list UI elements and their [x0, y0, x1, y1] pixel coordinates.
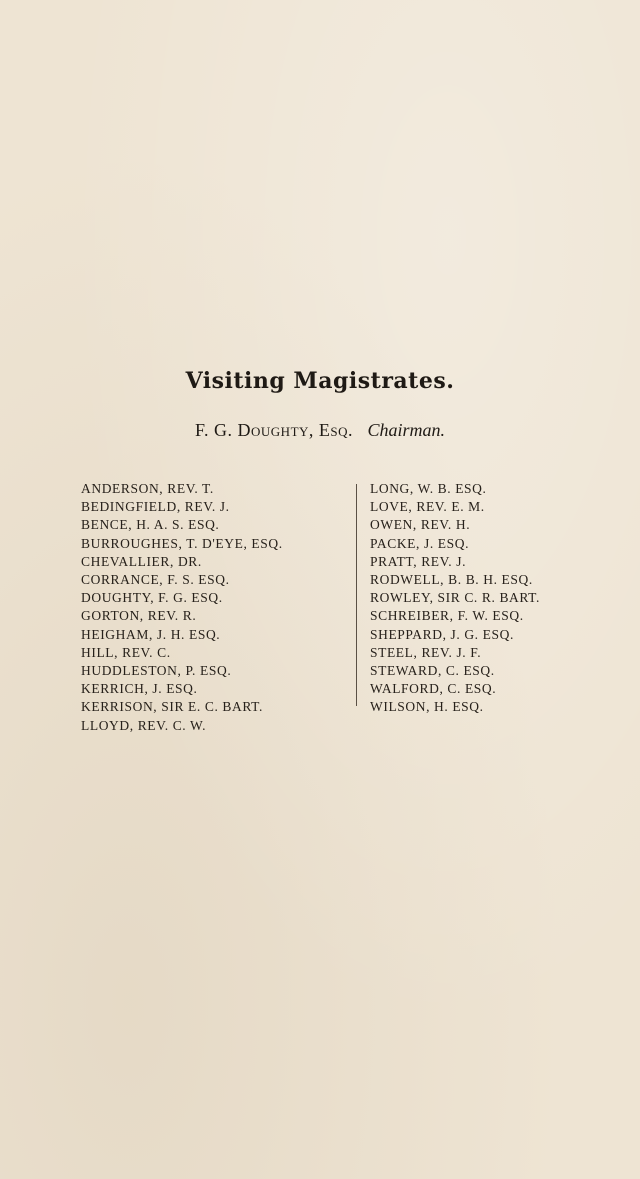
list-item: SHEPPARD, J. G. ESQ. [370, 626, 514, 642]
list-item: LONG, W. B. ESQ. [370, 481, 487, 496]
list-item: BENCE, H. A. S. ESQ. [81, 517, 220, 533]
list-item: OWEN, REV. H. [370, 517, 471, 533]
magistrates-right-column [370, 480, 630, 717]
list-item: STEEL, REV. J. F. [370, 644, 482, 660]
list-item: GORTON, REV. R. [81, 608, 197, 624]
list-item: KERRICH, J. ESQ. [81, 681, 198, 697]
list-item: SCHREIBER, F. W. ESQ. [370, 608, 524, 624]
column-divider [356, 484, 357, 706]
chairman-line [0, 420, 640, 441]
chairman-role: Chairman. [367, 420, 446, 440]
list-item: WILSON, H. ESQ. [370, 699, 484, 715]
list-item: PACKE, J. ESQ. [370, 535, 470, 551]
list-item: HILL, REV. C. [81, 644, 171, 660]
list-item: WALFORD, C. ESQ. [370, 681, 497, 697]
list-item: KERRISON, SIR E. C. BART. [81, 699, 263, 715]
magistrates-left-column [81, 480, 351, 735]
list-item: BURROUGHES, T. D'EYE, ESQ. [81, 535, 283, 551]
list-item: CHEVALLIER, DR. [81, 553, 202, 569]
chairman-name: F. G. Doughty, Esq. [194, 420, 354, 440]
list-item: LOVE, REV. E. M. [370, 499, 485, 515]
list-item: STEWARD, C. ESQ. [370, 663, 495, 679]
list-item: CORRANCE, F. S. ESQ. [81, 572, 230, 588]
list-item: HUDDLESTON, P. ESQ. [81, 663, 232, 679]
list-item: BEDINGFIELD, REV. J. [81, 499, 230, 515]
list-item: HEIGHAM, J. H. ESQ. [81, 626, 221, 642]
list-item: LLOYD, REV. C. W. [81, 717, 207, 733]
list-item: ROWLEY, SIR C. R. BART. [370, 590, 541, 606]
list-item: RODWELL, B. B. H. ESQ. [370, 572, 533, 588]
list-item: ANDERSON, REV. T. [81, 481, 214, 496]
list-item: DOUGHTY, F. G. ESQ. [81, 590, 223, 606]
page-title: Visiting Magistrates. [185, 368, 455, 394]
list-item: PRATT, REV. J. [370, 553, 467, 569]
